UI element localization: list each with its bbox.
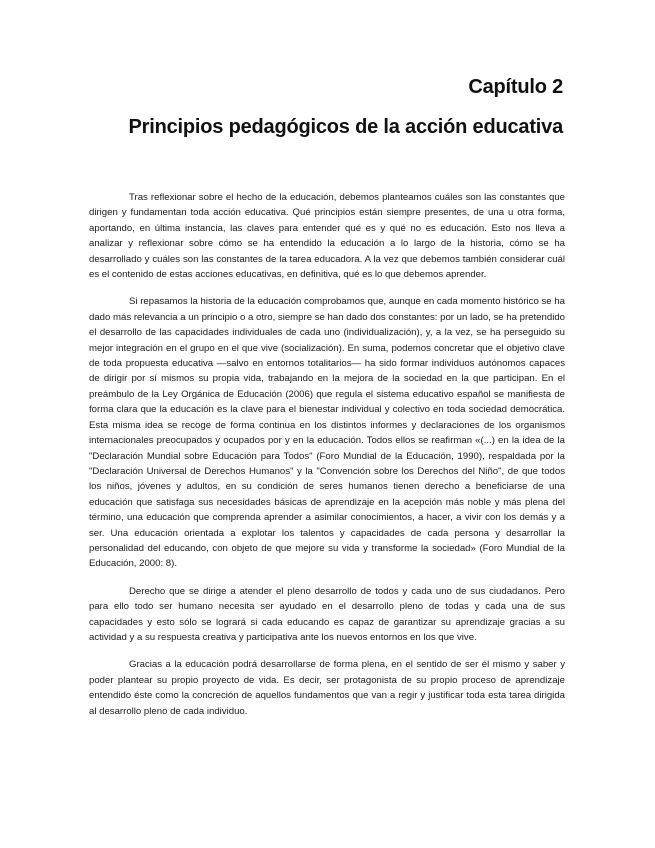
paragraph-4: Gracias a la educación podrá desarrollarse de forma plena, en el sentido de ser él mismo y saber y poder plantear su propio proyecto de vida. Es decir, ser protagonista de su propio proceso de aprendizaje entendido éste como la concreción de aquellos fundamentos que van a regir y justificar toda esta tarea dirigida al desarrollo pleno de cada individuo. [89, 659, 565, 717]
paragraph-3: Derecho que se dirige a atender el pleno desarrollo de todos y cada uno de sus ciudadanos. Pero para ello todo ser humano necesita ser ayudado en el desarrollo pleno de todas y cada una de sus capacidades y esto sólo se logrará si cada educando es capaz de garantizar su aprendizaje gracias a su actividad y a su respuesta creativa y participativa ante los nuevos entornos en los que vive. [89, 585, 565, 643]
body-text [89, 190, 565, 731]
chapter-number: Capítulo 2 [468, 76, 563, 98]
paragraph-1: Tras reflexionar sobre el hecho de la educación, debemos planteamos cuáles son las constantes que dirigen y fundamentan toda acción educativa. Qué principios están siempre presentes, de una u otra forma, aportando, en última instancia, las claves para entender qué es y qué no es educación. Esto nos lleva a analizar y reflexionar sobre cómo se ha entendido la educación a lo largo de la historia, cómo se ha desarrollado y cuáles son las constantes de la tarea educadora. A la vez que debemos también considerar cuál es el contenido de estas acciones educativas, en definitiva, qué es lo que debemos aprender. [89, 192, 565, 281]
chapter-title: Principios pedagógicos de la acción educativa [128, 116, 563, 138]
paragraph-2: Si repasamos la historia de la educación comprobamos que, aunque en cada momento histórico se ha dado más relevancia a un principio o a otro, siempre se han dado dos constantes: por un lado, se ha pretendido el desarrollo de las capacidades individuales de cada uno (individualización), y, a la vez, se ha perseguido su mejor integración en el grupo en el que vive (socialización). En suma, podemos concretar que el objetivo clave de toda propuesta educativa —salvo en entornos totalitarios— ha sido formar individuos autónomos capaces de dirigir por sí mismos su propia vida, trabajando en la mejora de la sociedad en la que participan. En el preámbulo de la Ley Orgánica de Educación (2006) que regula el sistema educativo español se manifiesta de forma clara que la educación es la clave para el bienestar individual y colectivo en toda sociedad democrática. Esta misma idea se recoge de forma continua en los distintos informes y declaraciones de los organismos internacionales preocupados y ocupados por y en la educación. Todos ellos se reafirman «(...) en la idea de la "Declaración Mundial sobre Educación para Todos" (Foro Mundial de la Educación, 1990), respaldada por la "Declaración Universal de Derechos Humanos" y la "Convención sobre los Derechos del Niño", de que todos los niños, jóvenes y adultos, en su condición de seres humanos tienen derecho a beneficiarse de una educación que satisfaga sus necesidades básicas de aprendizaje en la acepción más noble y más plena del término, una educación que comprenda aprender a asimilar conocimientos, a hacer, a vivir con los demás y a ser. Una educación orientada a explotar los talentos y capacidades de cada persona y desarrollar la personalidad del educando, con objeto de que mejore su vida y transforme la sociedad» (Foro Mundial de la Educación, 2000: 8). [89, 296, 565, 570]
